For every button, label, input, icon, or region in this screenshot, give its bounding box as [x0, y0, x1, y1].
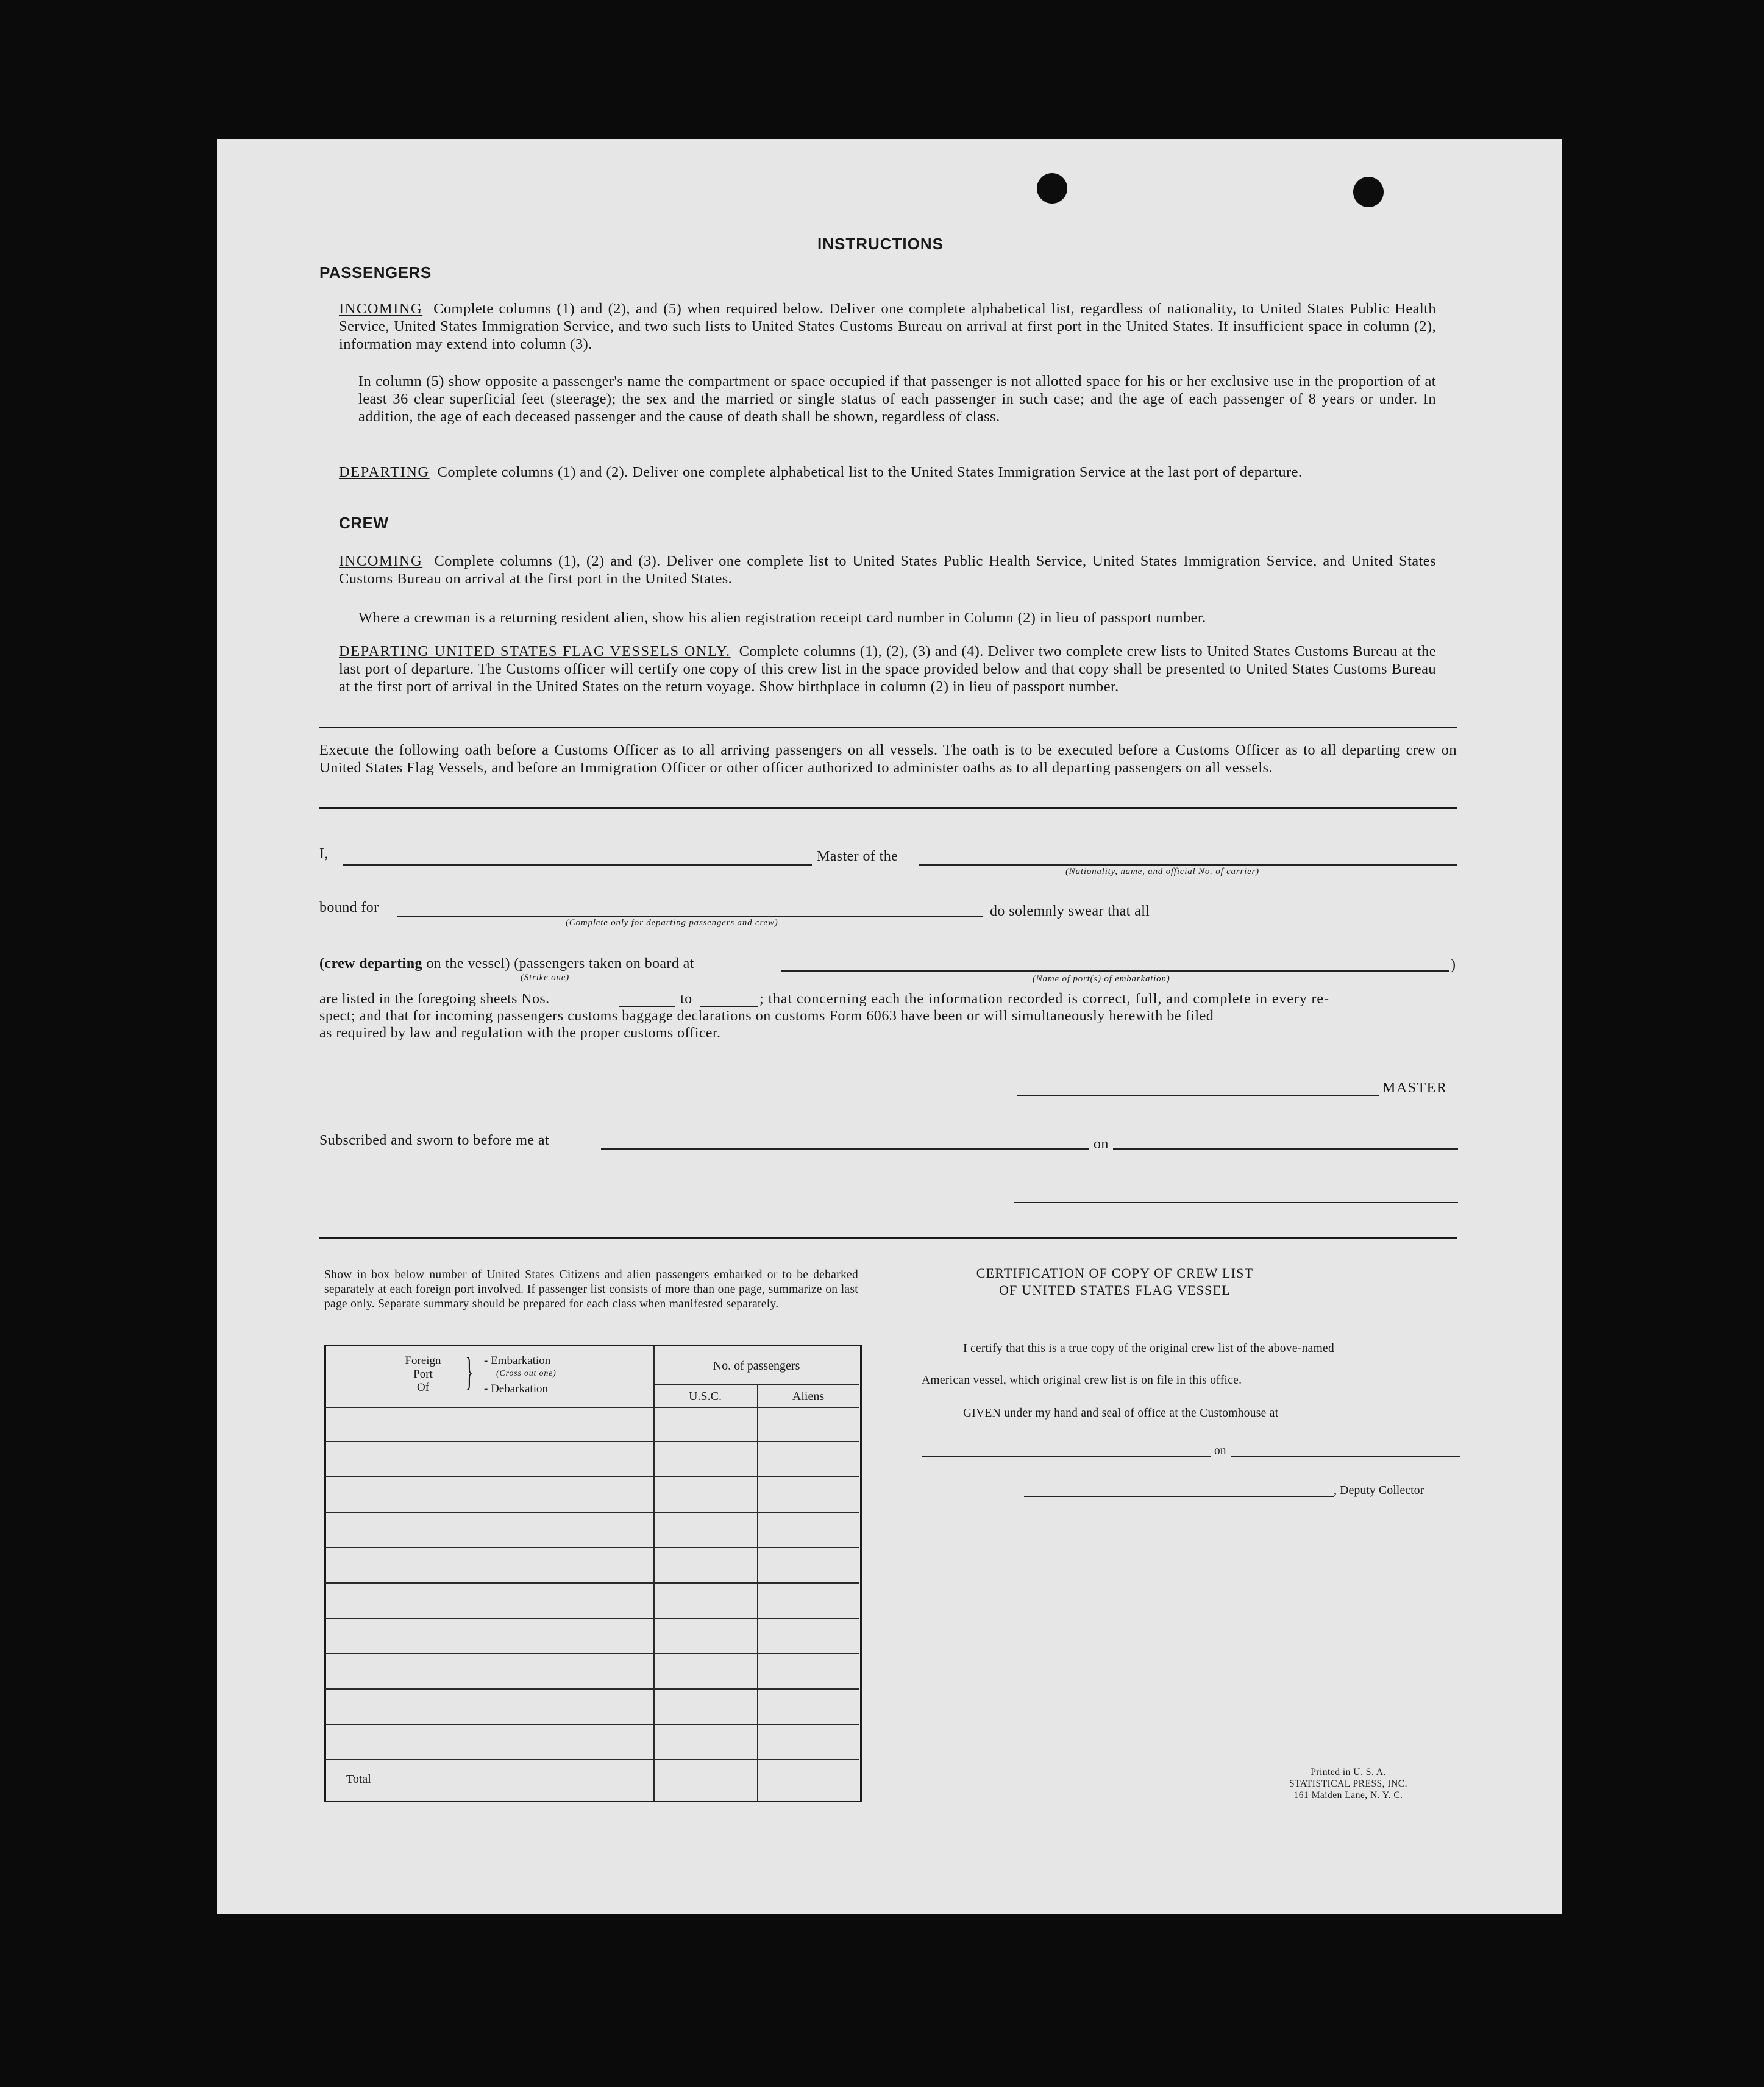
listed-line-1b: ; that concerning each the information recorded is correct, full, and complete in every re-	[759, 991, 1329, 1007]
aliens-header: Aliens	[792, 1390, 825, 1403]
passengers-departing-paragraph	[339, 463, 1436, 481]
master-signature-field[interactable]	[1017, 1095, 1379, 1096]
carrier-field[interactable]	[919, 864, 1457, 866]
printer-line-3: 161 Maiden Lane, N. Y. C.	[1293, 1790, 1403, 1801]
crew-incoming-paragraph	[339, 552, 1436, 588]
port-word: Port	[413, 1368, 433, 1381]
table-col-divider-1	[653, 1346, 655, 1801]
punch-hole-left	[1037, 173, 1067, 204]
table-row-line	[325, 1688, 859, 1690]
instructions-title: INSTRUCTIONS	[817, 235, 944, 253]
oath-master-of-label: Master of the	[817, 848, 898, 864]
certification-title-1: CERTIFICATION OF COPY OF CREW LIST	[976, 1265, 1254, 1281]
table-row-line	[325, 1759, 859, 1760]
crew-departing-text: Complete columns (1), (2), (3) and (4). Deliver two complete crew lists to United States Customs Bureau at the last port of departure. The Customs officer will certify one copy of this crew list in the space provided below and that copy shall be presented to United States Customs Bureau at the first port of arrival in the United States on the return voyage. Show birthplace in column (2) in lieu of passport number.	[339, 643, 1436, 695]
deputy-signature-field[interactable]	[1024, 1496, 1334, 1497]
table-header-divider-passengers	[653, 1384, 859, 1385]
given-line: GIVEN under my hand and seal of office at the Customhouse at	[963, 1407, 1279, 1420]
certification-on-label: on	[1214, 1445, 1226, 1457]
foreign-port-label	[393, 1354, 453, 1395]
passengers-departing-text: Complete columns (1) and (2). Deliver one complete alphabetical list to the United States Immigration Service at the last port of departure.	[437, 464, 1303, 480]
deputy-collector-label: , Deputy Collector	[1334, 1484, 1424, 1497]
passengers-incoming-text: Complete columns (1) and (2), and (5) when required below. Deliver one complete alphabetical list, regardless of nationality, to United States Public Health Service, United States Immigration Service, and two such lists to United States Customs Bureau on arrival at first port in the United States. If insufficient space in column (2), information may extend into column (3).	[339, 300, 1436, 352]
crew-departing-label: DEPARTING UNITED STATES FLAG VESSELS ONLY.	[339, 643, 731, 660]
sheet-to-field[interactable]	[700, 1006, 758, 1007]
oath-bound-for-label: bound for	[319, 900, 379, 916]
table-row-line	[325, 1512, 859, 1513]
listed-line-1a: are listed in the foregoing sheets Nos.	[319, 991, 550, 1007]
table-row-line	[325, 1618, 859, 1619]
table-row-line	[325, 1653, 859, 1654]
oath-crew-line	[319, 956, 694, 972]
crew-alien-paragraph: Where a crewman is a returning resident alien, show his alien registration receipt card number in Column (2) in lieu of passport number.	[358, 610, 1206, 626]
officer-signature-field[interactable]	[1014, 1202, 1458, 1203]
certification-date-field[interactable]	[1231, 1456, 1460, 1457]
crew-incoming-text: Complete columns (1), (2) and (3). Deliver one complete list to United States Public Health Service, United States Immigration Service, and United States Customs Bureau on arrival at the first port in the United States.	[339, 553, 1436, 587]
sheet-from-field[interactable]	[619, 1006, 675, 1007]
on-vessel-text: on the vessel)	[426, 956, 510, 972]
passengers-incoming-label: INCOMING	[339, 300, 423, 317]
of-word: Of	[416, 1381, 430, 1394]
oath-swear-label: do solemnly swear that all	[990, 903, 1150, 919]
total-label: Total	[346, 1772, 371, 1786]
table-row-line	[325, 1476, 859, 1477]
printer-line-1: Printed in U. S. A.	[1311, 1767, 1386, 1777]
customhouse-field[interactable]	[922, 1456, 1211, 1457]
oath-i-label: I,	[319, 846, 329, 862]
listed-to-label: to	[680, 991, 692, 1007]
usc-header: U.S.C.	[689, 1390, 722, 1403]
crew-incoming-label: INCOMING	[339, 553, 423, 569]
printer-imprint	[1263, 1766, 1434, 1801]
divider-top	[319, 727, 1457, 728]
oath-intro-paragraph: Execute the following oath before a Customs Officer as to all arriving passengers on all vessels. The oath is to be executed before a Customs Officer as to all departing crew on United States Flag Vessels, and before an Immigration Officer or other officer authorized to administer oaths as to all departing passengers on all vessels.	[319, 742, 1457, 776]
foreign-word: Foreign	[405, 1354, 441, 1367]
master-label: MASTER	[1382, 1080, 1448, 1096]
form-page	[217, 139, 1562, 1914]
passengers-taken-option: (passengers taken on board at	[514, 956, 694, 972]
strike-one-caption: (Strike one)	[521, 973, 569, 983]
bracket-glyph: }	[465, 1349, 474, 1394]
passengers-departing-label: DEPARTING	[339, 464, 430, 480]
table-row-line	[325, 1582, 859, 1584]
listed-line-2: spect; and that for incoming passengers customs baggage declarations on customs Form 6063 have been or will simultaneously herewith be filed	[319, 1008, 1214, 1024]
carrier-caption: (Nationality, name, and official No. of carrier)	[1065, 867, 1259, 876]
passengers-column5-paragraph: In column (5) show opposite a passenger's name the compartment or space occupied if that passenger is not allotted space for his or her exclusive use in the proportion of at least 36 clear superficial feet (steerage); the sex and the married or single status of each passenger in such case; and the age of each passenger of 8 years or under. In addition, the age of each deceased passenger and the cause of death shall be shown, regardless of class.	[358, 373, 1436, 425]
sworn-date-field[interactable]	[1113, 1148, 1458, 1150]
divider-bottom	[319, 1237, 1457, 1239]
passengers-heading: PASSENGERS	[319, 263, 432, 282]
embarkation-option[interactable]: - Embarkation	[484, 1354, 551, 1367]
table-header-bottom	[325, 1407, 859, 1408]
ports-close-paren: )	[1451, 957, 1456, 973]
divider-oath	[319, 807, 1457, 809]
cross-out-caption: (Cross out one)	[496, 1369, 557, 1378]
table-row-line	[325, 1724, 859, 1725]
listed-line-3: as required by law and regulation with the proper customs officer.	[319, 1025, 721, 1041]
table-row-line	[325, 1441, 859, 1442]
punch-hole-right	[1353, 177, 1384, 207]
master-name-field[interactable]	[343, 864, 812, 866]
ports-field[interactable]	[781, 970, 1449, 972]
bound-for-field[interactable]	[397, 916, 983, 917]
subscribed-label: Subscribed and sworn to before me at	[319, 1132, 549, 1148]
certify-line-1: I certify that this is a true copy of the original crew list of the above-named	[963, 1342, 1335, 1355]
ports-caption: (Name of port(s) of embarkation)	[1033, 974, 1170, 984]
certify-line-2: American vessel, which original crew list is on file in this office.	[922, 1374, 1242, 1387]
debarkation-option[interactable]: - Debarkation	[484, 1382, 548, 1395]
passengers-incoming-paragraph	[339, 300, 1436, 353]
crew-departing-paragraph	[339, 642, 1436, 695]
sworn-location-field[interactable]	[601, 1148, 1089, 1150]
crew-departing-option: (crew departing	[319, 956, 422, 972]
bound-caption: (Complete only for departing passengers and crew)	[566, 918, 778, 928]
printer-line-2: STATISTICAL PRESS, INC.	[1289, 1779, 1407, 1789]
certification-title-2: OF UNITED STATES FLAG VESSEL	[999, 1282, 1231, 1298]
table-col-divider-2	[757, 1385, 758, 1801]
passenger-summary-table	[324, 1345, 862, 1802]
crew-heading: CREW	[339, 514, 389, 532]
summary-note: Show in box below number of United States Citizens and alien passengers embarked or to be debarked separately at each foreign port involved. If passenger list consists of more than one page, summarize on last page only. Separate summary should be prepared for each class when manifested separately.	[324, 1268, 858, 1310]
sworn-on-label: on	[1094, 1136, 1109, 1152]
table-row-line	[325, 1547, 859, 1548]
no-of-passengers-header: No. of passengers	[713, 1359, 800, 1373]
